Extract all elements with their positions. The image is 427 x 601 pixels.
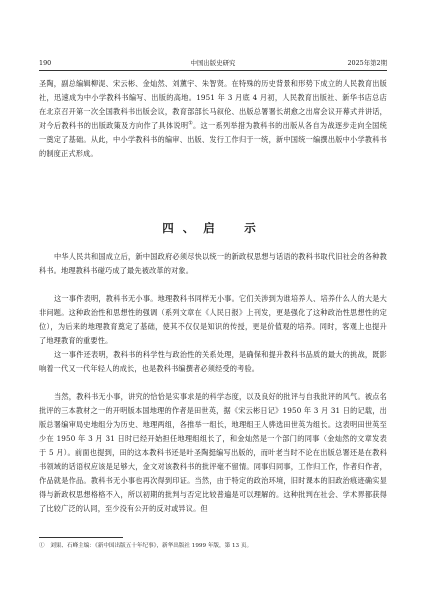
paragraph-3: 这一事件表明，教科书无小事。地理教科书同样无小事。它们关涉到为谁培养人、培养什么人的大是大非问题。这种政治性和思想性的强调（系列文章在《人民日报》上刊发，更是强化了这种政治性思想性的定位），为后来的地理教育奠定了基础，使其不仅仅是知识的传授，更是价值观的培养。同时，客观上也提升了地理教育的重要性。 bbox=[39, 294, 387, 345]
header-rule bbox=[39, 70, 387, 71]
paragraph-2: 中华人民共和国成立后，新中国政府必须尽快以统一的新政权思想与话语的教科书取代旧社会的各种教科书。地理教科书碰巧成了最先被改革的对象。 bbox=[39, 252, 387, 275]
journal-title: 中国出版史研究 bbox=[190, 59, 236, 67]
paragraph-1-text: 圣陶，副总编辑柳湜、宋云彬、金灿然、刘薰宇、朱智贤。在特殊的历史背景和形势下成立的人民教育出版社，迅速成为中小学教科书编写、出版的高地。1951 年 3 月底 4 月初，人民教育出版社、新华书店总店在北京召开第一次全国教科书出版会议，教育部部长马叙伦、出版总署署长胡愈之出席会议开幕式并讲话，对今后教科书的出版政策及方向作了具体说明 bbox=[39, 79, 387, 130]
footnote: ① 刘果、石峰主编：《新中国出版五十年纪事》，新华出版社 1999 年版，第 13 页。 bbox=[39, 543, 253, 549]
paragraph-1-tail: 。这一系列举措为教科书的出版从各自为战逐步走向全国统一奠定了基础。从此，中小学教科书的编审、出版、发行工作归于一统，新中国统一编撰出版中小学教科书的制度正式形成。 bbox=[39, 121, 387, 158]
page-number: 190 bbox=[39, 59, 52, 67]
paragraph-5: 当然，教科书无小事，讲究的恰恰是实事求是的科学态度，以及良好的批评与自我批评的风气。被点名批评的三本教材之一的开明版本国地理的作者是田世英，据《宋云彬日记》1950 年 3 月 31 日的记载，出版总署编审局史地组分为历史、地理两组，各推举一组长，地理组王人骅选田世英为组长。这表明田世英至少在 1950 年 3 月 31 日时已经开始担任地理组组长了，和金灿然是一个部门的同事（金灿然的文章发表于 5 月）。前面也提到，田的这本教科书还是叶圣陶挺编写出版的，而叶老当时不论在出版总署还是在教科书领域的话语权应该是足够大，金文对该教科书的批评毫不留情。同事归同事，工作归工作，作者归作者，作品就是作品。教科书无小事也再次得到印证。当然，由于特定的政治环境，旧时课本的旧政治痕迹确实显得与新政权思想格格不入，所以初期的批判与否定比较普遍是可以理解的。这种批判在社会、学术界都获得了比较广泛的认同，至少没有公开的反对或异议。但 bbox=[39, 392, 387, 513]
issue-label: 2025年第2期 bbox=[347, 59, 387, 67]
footnote-rule bbox=[39, 537, 123, 538]
paragraph-1 bbox=[39, 77, 387, 161]
paragraph-4: 这一事件还表明，教科书的科学性与政治性的关系处理，是确保和提升教科书品质的最大的挑战，既影响着一代又一代年轻人的成长，也是教科书编撰者必须经受的考验。 bbox=[39, 350, 387, 373]
running-head bbox=[39, 57, 387, 69]
section-title: 四、启 示 bbox=[162, 221, 265, 235]
footnote-ref[interactable]: ① bbox=[188, 120, 194, 127]
